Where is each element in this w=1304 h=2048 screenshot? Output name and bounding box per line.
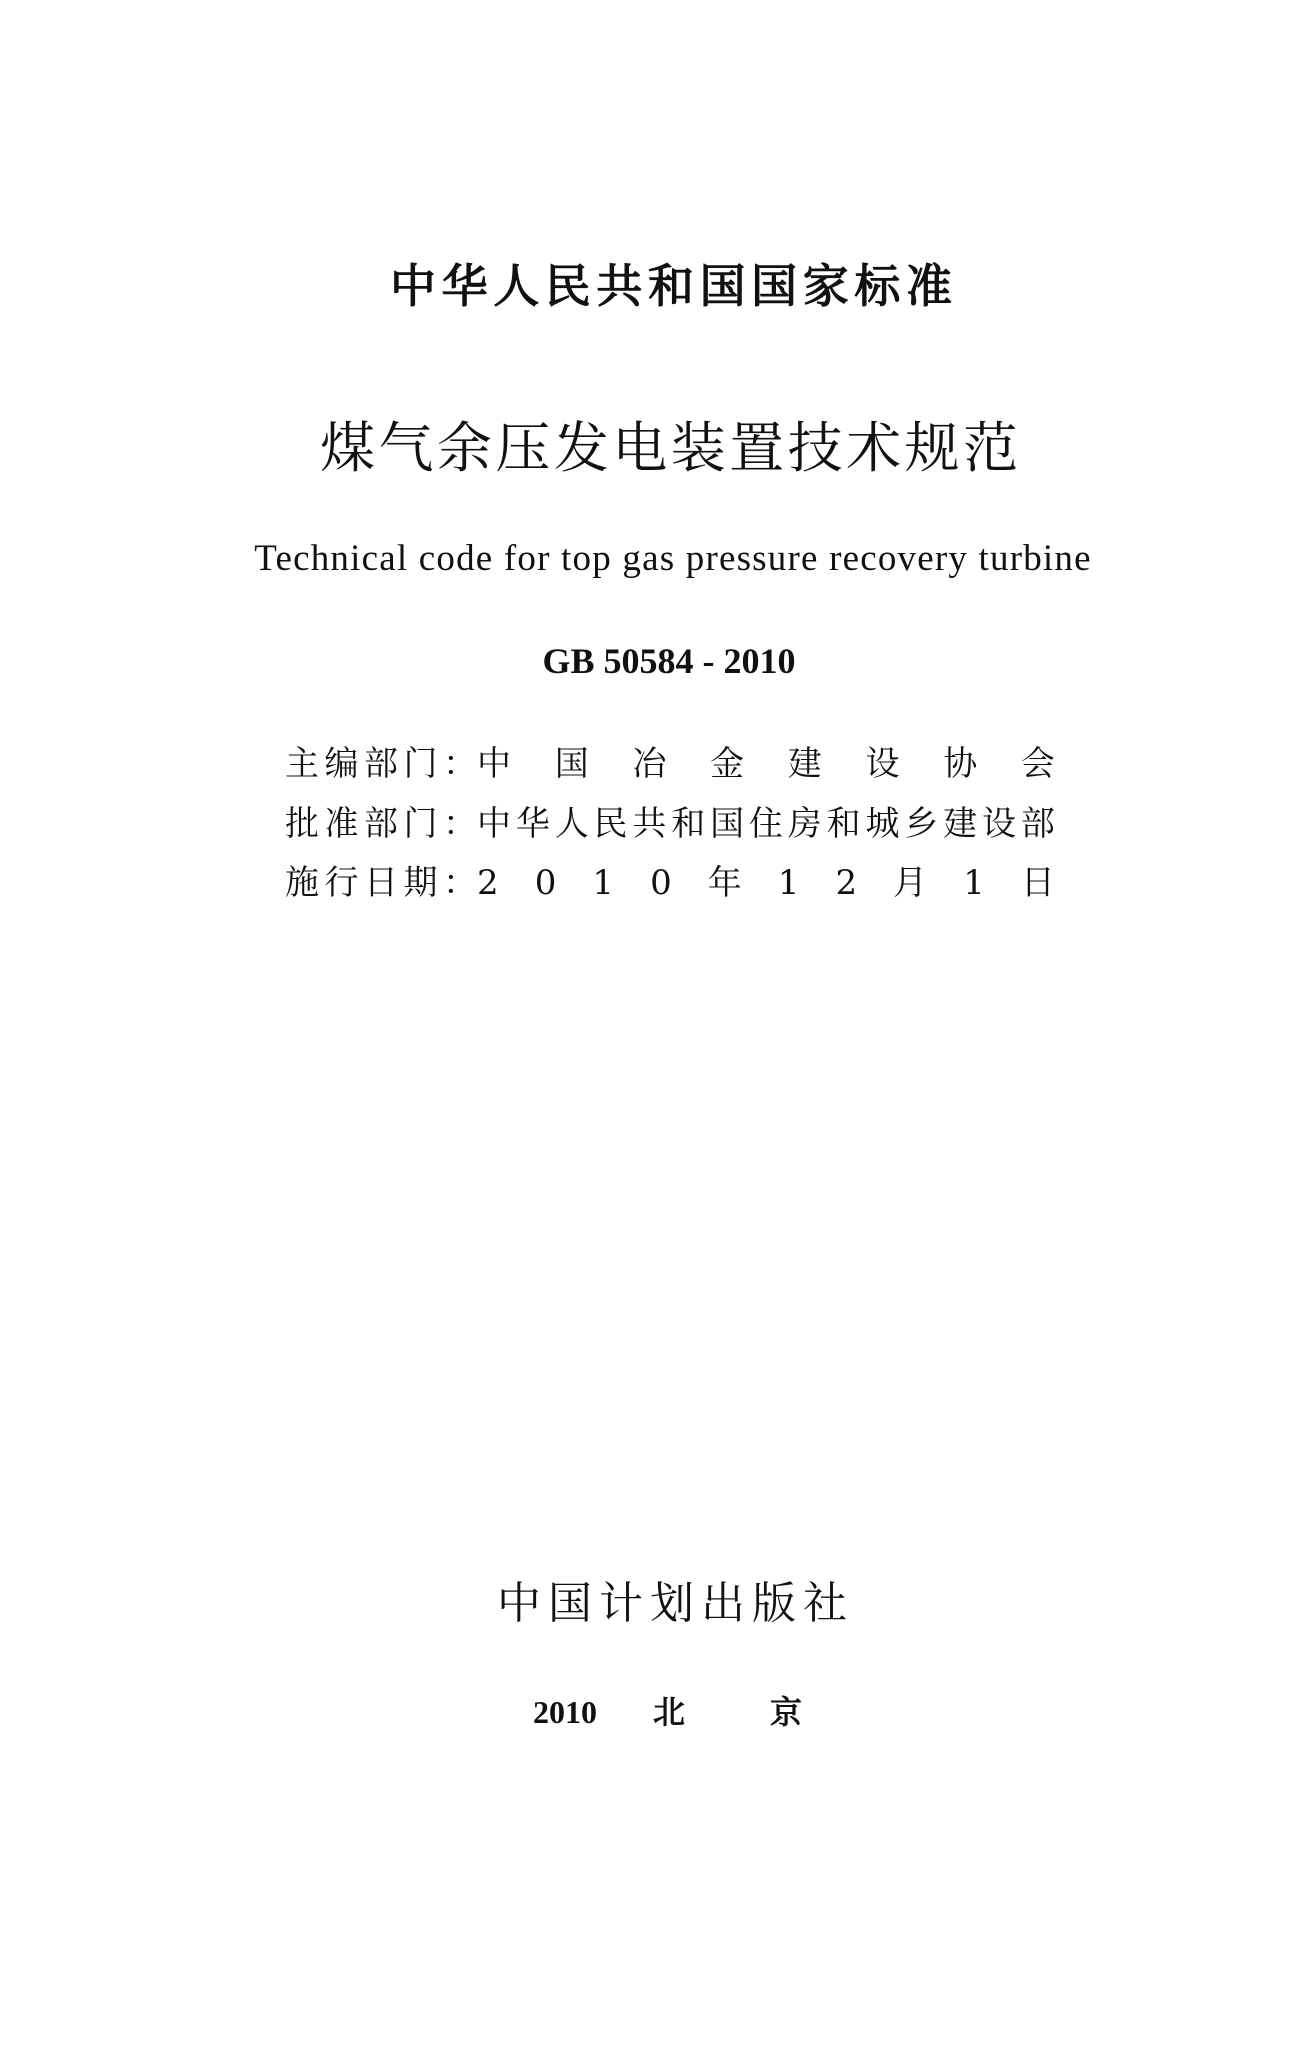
- glyph: 房: [787, 804, 822, 844]
- glyph: 月: [893, 863, 928, 903]
- document-title: [320, 416, 1018, 480]
- glyph: 国: [699, 259, 746, 313]
- glyph: 准: [905, 259, 952, 313]
- glyph: ：: [443, 863, 477, 903]
- glyph: 划: [650, 1578, 694, 1629]
- approval-department-value: [477, 802, 1055, 846]
- glyph: 行: [324, 863, 359, 903]
- glyph: 1: [777, 863, 800, 903]
- glyph: 1: [592, 863, 615, 903]
- glyph: 和: [647, 259, 694, 313]
- glyph: 技: [787, 416, 843, 480]
- glyph: 0: [534, 863, 557, 903]
- glyph: 置: [729, 416, 785, 480]
- glyph: 和: [671, 804, 706, 844]
- imprint-year: 2010: [533, 1694, 597, 1730]
- glyph: 金: [710, 744, 745, 784]
- glyph: 国: [548, 1578, 592, 1629]
- standard-code: GB 50584 - 2010: [542, 641, 796, 681]
- effective-date-value: [477, 861, 1055, 905]
- glyph: 家: [802, 259, 849, 313]
- glyph: 期: [403, 863, 438, 903]
- glyph: 共: [632, 804, 667, 844]
- glyph: 余: [436, 416, 492, 480]
- glyph: 准: [324, 804, 359, 844]
- english-title: Technical code for top gas pressure recovery turbine: [254, 538, 1092, 579]
- glyph: 日: [1020, 863, 1055, 903]
- glyph: 部: [1020, 804, 1055, 844]
- glyph: ：: [443, 804, 477, 844]
- glyph: 民: [544, 259, 591, 313]
- glyph: 社: [803, 1578, 847, 1629]
- glyph: 1: [963, 863, 985, 903]
- glyph: 中: [497, 1578, 541, 1629]
- effective-date-label: [285, 861, 477, 905]
- glyph: 国: [751, 259, 798, 313]
- glyph: 版: [752, 1578, 796, 1629]
- publisher-name: [497, 1576, 847, 1632]
- glyph: 人: [554, 804, 589, 844]
- chief-editor-value: [477, 742, 1055, 786]
- glyph: 设: [865, 744, 900, 784]
- glyph: 批: [285, 804, 319, 844]
- glyph: 中: [390, 259, 436, 313]
- glyph: 2: [477, 863, 499, 903]
- glyph: 煤: [320, 416, 376, 480]
- glyph: 华: [515, 804, 550, 844]
- glyph: 乡: [904, 804, 939, 844]
- glyph: 和: [826, 804, 861, 844]
- glyph: 规: [904, 416, 960, 480]
- glyph: 年: [707, 863, 742, 903]
- glyph: 建: [943, 804, 978, 844]
- glyph: 设: [981, 804, 1016, 844]
- glyph: 气: [378, 416, 434, 480]
- glyph: 部: [364, 744, 398, 784]
- glyph: 标: [854, 259, 901, 313]
- glyph: 住: [748, 804, 783, 844]
- glyph: 出: [701, 1578, 745, 1629]
- approval-department-label: [285, 802, 477, 846]
- glyph: 中: [477, 804, 511, 844]
- standard-series-heading: [390, 258, 952, 314]
- glyph: 0: [650, 863, 672, 903]
- imprint-city-char-2: 京: [770, 1693, 803, 1731]
- glyph: 装: [670, 416, 726, 480]
- glyph: 范: [962, 416, 1018, 480]
- glyph: 国: [710, 804, 745, 844]
- glyph: 冶: [632, 744, 667, 784]
- chief-editor-row: [285, 742, 1055, 786]
- glyph: 协: [943, 744, 978, 784]
- glyph: ：: [443, 744, 477, 784]
- glyph: 共: [596, 259, 643, 313]
- glyph: 压: [495, 416, 551, 480]
- glyph: 日: [364, 863, 398, 903]
- glyph: 编: [324, 744, 359, 784]
- glyph: 会: [1020, 744, 1055, 784]
- glyph: 国: [554, 744, 589, 784]
- glyph: 主: [285, 744, 319, 784]
- glyph: 发: [553, 416, 609, 480]
- glyph: 部: [364, 804, 398, 844]
- glyph: 中: [477, 744, 511, 784]
- glyph: 建: [787, 744, 822, 784]
- glyph: 人: [493, 259, 540, 313]
- glyph: 术: [846, 416, 902, 480]
- glyph: 电: [612, 416, 668, 480]
- glyph: 计: [599, 1578, 643, 1629]
- glyph: 门: [403, 804, 438, 844]
- glyph: 城: [865, 804, 900, 844]
- chief-editor-label: [285, 742, 477, 786]
- glyph: 门: [403, 744, 438, 784]
- glyph: 施: [285, 863, 319, 903]
- glyph: 2: [835, 863, 858, 903]
- imprint-city-char-1: 北: [653, 1693, 686, 1731]
- effective-date-row: [285, 861, 1055, 905]
- glyph: 民: [593, 804, 628, 844]
- approval-department-row: [285, 802, 1055, 846]
- imprint: [533, 1692, 803, 1732]
- glyph: 华: [441, 259, 488, 313]
